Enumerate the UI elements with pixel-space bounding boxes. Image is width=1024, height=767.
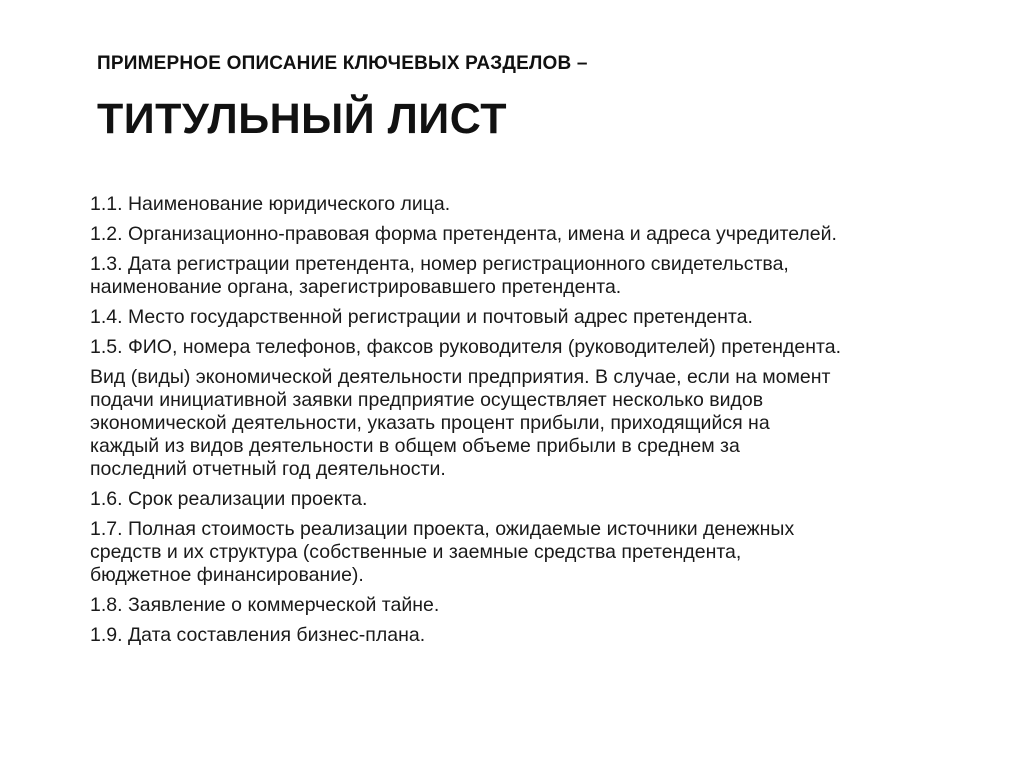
list-item: 1.9. Дата составления бизнес-плана. — [90, 624, 426, 646]
list-item: Вид (виды) экономической деятельности предприятия. В случае, если на момент подачи инициативной заявки предприятие осуществляет несколько видов экономической деятельности, указать процент прибыли, приходящийся на каждый из видов деятельности в общем объеме прибыли в среднем за последний отчетный год деятельности. — [90, 366, 831, 480]
list-item: 1.1. Наименование юридического лица. — [90, 193, 451, 215]
list-item: 1.4. Место государственной регистрации и почтовый адрес претендента. — [90, 306, 753, 328]
list-item: 1.6. Срок реализации проекта. — [90, 488, 368, 510]
title-block — [97, 52, 937, 144]
list-item: 1.7. Полная стоимость реализации проекта, ожидаемые источники денежных средств и их структура (собственные и заемные средства претендента, бюджетное финансирование). — [90, 518, 795, 586]
content-list — [90, 193, 950, 654]
list-item: 1.5. ФИО, номера телефонов, факсов руководителя (руководителей) претендента. — [90, 336, 842, 358]
list-item: 1.2. Организационно-правовая форма претендента, имена и адреса учредителей. — [90, 223, 837, 245]
list-item: 1.3. Дата регистрации претендента, номер регистрационного свидетельства, наименование органа, зарегистрировавшего претендента. — [90, 253, 789, 298]
slide-title: ТИТУЛЬНЫЙ ЛИСТ — [97, 95, 507, 143]
slide-subtitle: ПРИМЕРНОЕ ОПИСАНИЕ КЛЮЧЕВЫХ РАЗДЕЛОВ – — [97, 53, 588, 74]
list-item: 1.8. Заявление о коммерческой тайне. — [90, 594, 440, 616]
